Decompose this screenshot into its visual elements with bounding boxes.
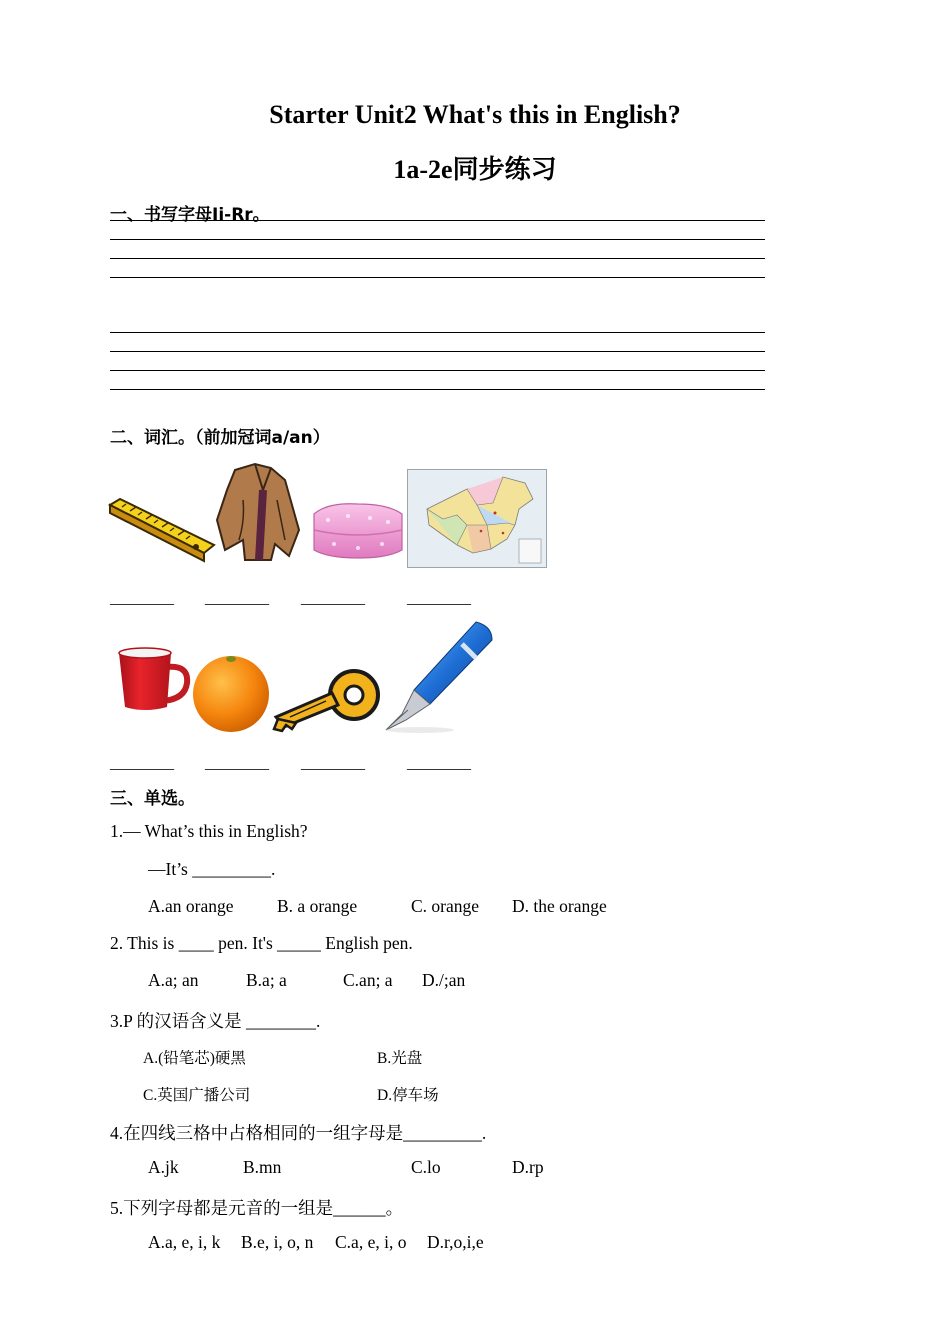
q4-option-d[interactable]: D.rp (512, 1157, 544, 1177)
question-4-stem: 4.在四线三格中占格相同的一组字母是_________. (110, 1123, 487, 1143)
writing-line (110, 258, 765, 259)
quilt-image (308, 500, 406, 560)
q3-option-b[interactable]: B.光盘 (377, 1050, 423, 1067)
answer-blank[interactable]: ________ (301, 755, 365, 772)
answer-blank[interactable]: ________ (110, 590, 174, 607)
q4-option-b[interactable]: B.mn (243, 1157, 282, 1177)
answer-blank[interactable]: ________ (205, 755, 269, 772)
writing-line (110, 277, 765, 278)
question-1-answer-line: —It’s _________. (148, 859, 276, 879)
q2-option-c[interactable]: C.an; a (343, 970, 393, 990)
question-2-stem: 2. This is ____ pen. It's _____ English pen. (110, 933, 413, 953)
writing-line (110, 220, 765, 221)
writing-line (110, 332, 765, 333)
writing-line (110, 351, 765, 352)
answer-blank[interactable]: ________ (407, 755, 471, 772)
key-image (270, 665, 382, 733)
ruler-image (108, 495, 216, 567)
q2-option-b[interactable]: B.a; a (246, 970, 287, 990)
q5-option-a[interactable]: A.a, e, i, k (148, 1232, 221, 1252)
section-2-heading: 二、词汇。（前加冠词a/an） (110, 428, 330, 448)
question-5-stem: 5.下列字母都是元音的一组是______。 (110, 1198, 404, 1218)
answer-blank[interactable]: ________ (110, 755, 174, 772)
section-3-heading: 三、单选。 (110, 789, 195, 809)
q2-option-a[interactable]: A.a; an (148, 970, 199, 990)
jacket-image (215, 460, 303, 562)
q1-option-d[interactable]: D. the orange (512, 896, 607, 916)
q4-option-c[interactable]: C.lo (411, 1157, 441, 1177)
q1-option-b[interactable]: B. a orange (277, 896, 358, 916)
answer-blank[interactable]: ________ (407, 590, 471, 607)
q5-option-c[interactable]: C.a, e, i, o (335, 1232, 407, 1252)
writing-line (110, 389, 765, 390)
q3-option-d[interactable]: D.停车场 (377, 1087, 439, 1104)
answer-blank[interactable]: ________ (301, 590, 365, 607)
page-title: Starter Unit2 What's this in English? (269, 100, 681, 129)
writing-line (110, 239, 765, 240)
q2-option-d[interactable]: D./;an (422, 970, 466, 990)
q5-option-b[interactable]: B.e, i, o, n (241, 1232, 314, 1252)
question-3-stem: 3.P 的汉语含义是 ________. (110, 1011, 321, 1031)
q1-option-c[interactable]: C. orange (411, 896, 480, 916)
q3-option-c[interactable]: C.英国广播公司 (143, 1087, 251, 1104)
q5-option-d[interactable]: D.r,o,i,e (427, 1232, 484, 1252)
writing-line (110, 370, 765, 371)
answer-blank[interactable]: ________ (205, 590, 269, 607)
q1-option-a[interactable]: A.an orange (148, 896, 234, 916)
question-1-stem: 1.— What’s this in English? (110, 821, 308, 841)
q4-option-a[interactable]: A.jk (148, 1157, 179, 1177)
page-subtitle: 1a-2e同步练习 (393, 155, 557, 184)
pen-image (380, 618, 498, 734)
cup-image (113, 645, 191, 715)
q3-option-a[interactable]: A.(铅笔芯)硬黑 (143, 1050, 246, 1067)
orange-image (190, 652, 272, 734)
section-1-heading: 一、书写字母Ii-Rr。 (110, 205, 270, 225)
map-image (407, 469, 547, 568)
